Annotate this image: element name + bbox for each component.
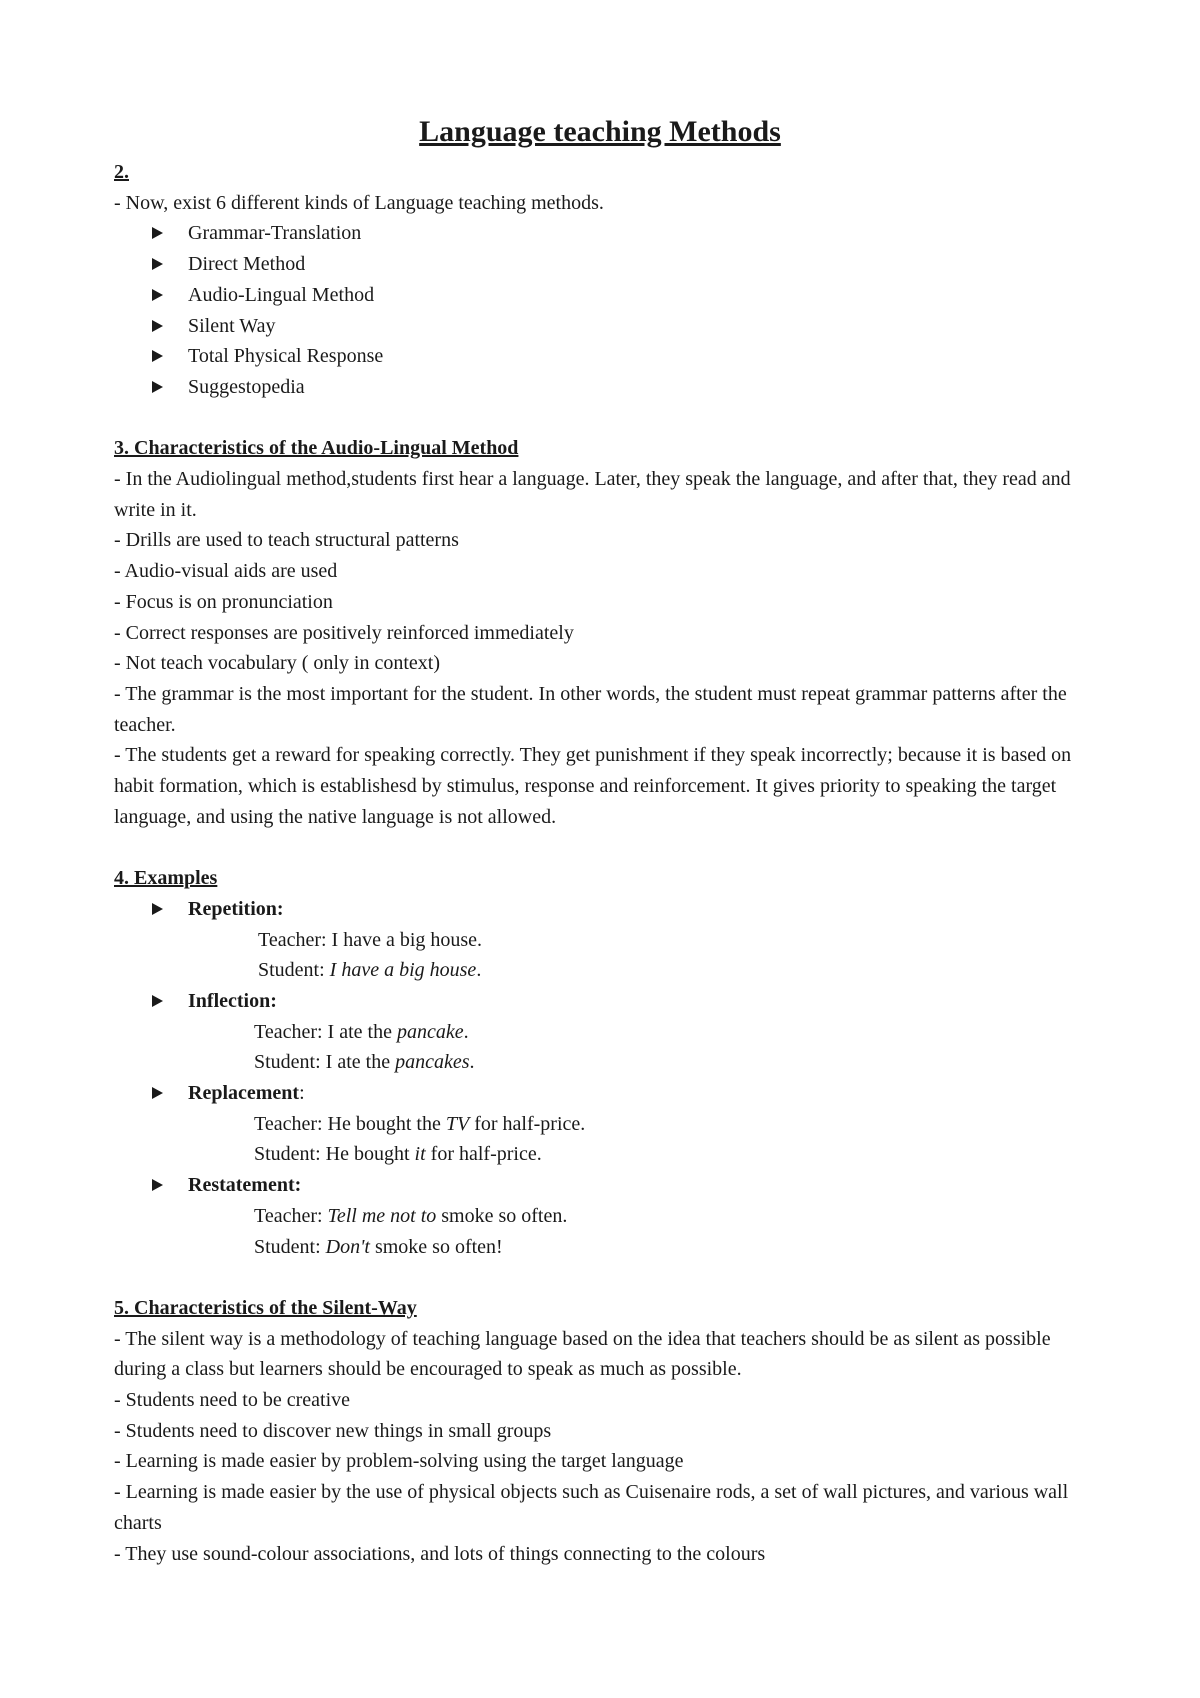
example-label: Restatement: [188, 1174, 302, 1197]
paragraph: - Learning is made easier by problem-solving using the target language [114, 1450, 684, 1473]
spacer [114, 1262, 1094, 1293]
section-5-heading: 5. Characteristics of the Silent-Way [114, 1296, 417, 1319]
paragraph: - The grammar is the most important for the student. In other words, the student must repeat grammar patterns after the teacher. [114, 682, 1067, 736]
list-item: Audio-Lingual Method [114, 280, 1094, 311]
example-teacher-line: Teacher: He bought the TV for half-price. [254, 1112, 586, 1135]
section-2-intro: - Now, exist 6 different kinds of Language teaching methods. [114, 191, 604, 214]
example-item-repetition [114, 894, 1094, 925]
example-item-replacement: Replacement: [114, 1078, 1094, 1109]
example-teacher-line: Teacher: Tell me not to smoke so often. [254, 1204, 568, 1227]
list-item: Direct Method [114, 249, 1094, 280]
section-2-heading: 2. [114, 161, 129, 183]
paragraph: - Not teach vocabulary ( only in context) [114, 652, 440, 675]
bullet-arrow-icon [152, 350, 163, 362]
bullet-arrow-icon [152, 903, 163, 915]
document-title: Language teaching Methods [419, 115, 781, 148]
paragraph: - Audio-visual aids are used [114, 560, 338, 583]
bullet-arrow-icon [152, 258, 163, 270]
example-label: Replacement [188, 1082, 300, 1105]
example-student-line: Student: I ate the pancakes. [254, 1051, 475, 1074]
example-item-restatement [114, 1170, 1094, 1201]
paragraph: - Drills are used to teach structural patterns [114, 529, 459, 552]
bullet-arrow-icon [152, 320, 163, 332]
example-label: Repetition: [188, 897, 284, 920]
examples-list [114, 894, 1094, 925]
bullet-arrow-icon [152, 381, 163, 393]
paragraph: - The silent way is a methodology of teaching language based on the idea that teachers should be as silent as possible during a class but learners should be encouraged to speak as much as possible. [114, 1327, 1051, 1381]
example-label: Inflection: [188, 989, 277, 1012]
paragraph: - Students need to discover new things in small groups [114, 1419, 552, 1442]
example-student-line: Student: I have a big house. [258, 959, 482, 982]
paragraph: - They use sound-colour associations, and lots of things connecting to the colours [114, 1542, 766, 1565]
bullet-arrow-icon [152, 1179, 163, 1191]
document-body [114, 157, 1094, 1569]
bullet-arrow-icon [152, 227, 163, 239]
section-3-heading: 3. Characteristics of the Audio-Lingual Method [114, 437, 519, 460]
paragraph: - The students get a reward for speaking correctly. They get punishment if they speak incorrectly; because it is based on habit formation, which is establishesd by stimulus, response and reinforcement. It gives priority to speaking the target language, and using the native language is not allowed. [114, 744, 1072, 828]
example-teacher-line: Teacher: I have a big house. [258, 928, 483, 951]
example-item-inflection [114, 986, 1094, 1017]
paragraph: - Correct responses are positively reinforced immediately [114, 621, 574, 644]
paragraph: - In the Audiolingual method,students first hear a language. Later, they speak the language, and after that, they read and write in it. [114, 468, 1071, 521]
bullet-arrow-icon [152, 1087, 163, 1099]
example-student-line: Student: Don't smoke so often! [254, 1235, 503, 1258]
paragraph: - Focus is on pronunciation [114, 590, 333, 613]
list-item: Suggestopedia [114, 372, 1094, 403]
methods-list [114, 218, 1094, 402]
bullet-arrow-icon [152, 289, 163, 301]
paragraph: - Learning is made easier by the use of physical objects such as Cuisenaire rods, a set of wall pictures, and various wall charts [114, 1481, 1069, 1534]
section-4-heading: 4. Examples [114, 867, 218, 890]
bullet-arrow-icon [152, 995, 163, 1007]
example-teacher-line: Teacher: I ate the pancake. [254, 1020, 469, 1043]
example-student-line: Student: He bought it for half-price. [254, 1143, 542, 1166]
paragraph: - Students need to be creative [114, 1389, 351, 1412]
spacer [114, 403, 1094, 434]
list-item: Silent Way [114, 311, 1094, 342]
spacer [114, 832, 1094, 863]
list-item: Total Physical Response [114, 341, 1094, 372]
list-item: Grammar-Translation [114, 218, 1094, 249]
